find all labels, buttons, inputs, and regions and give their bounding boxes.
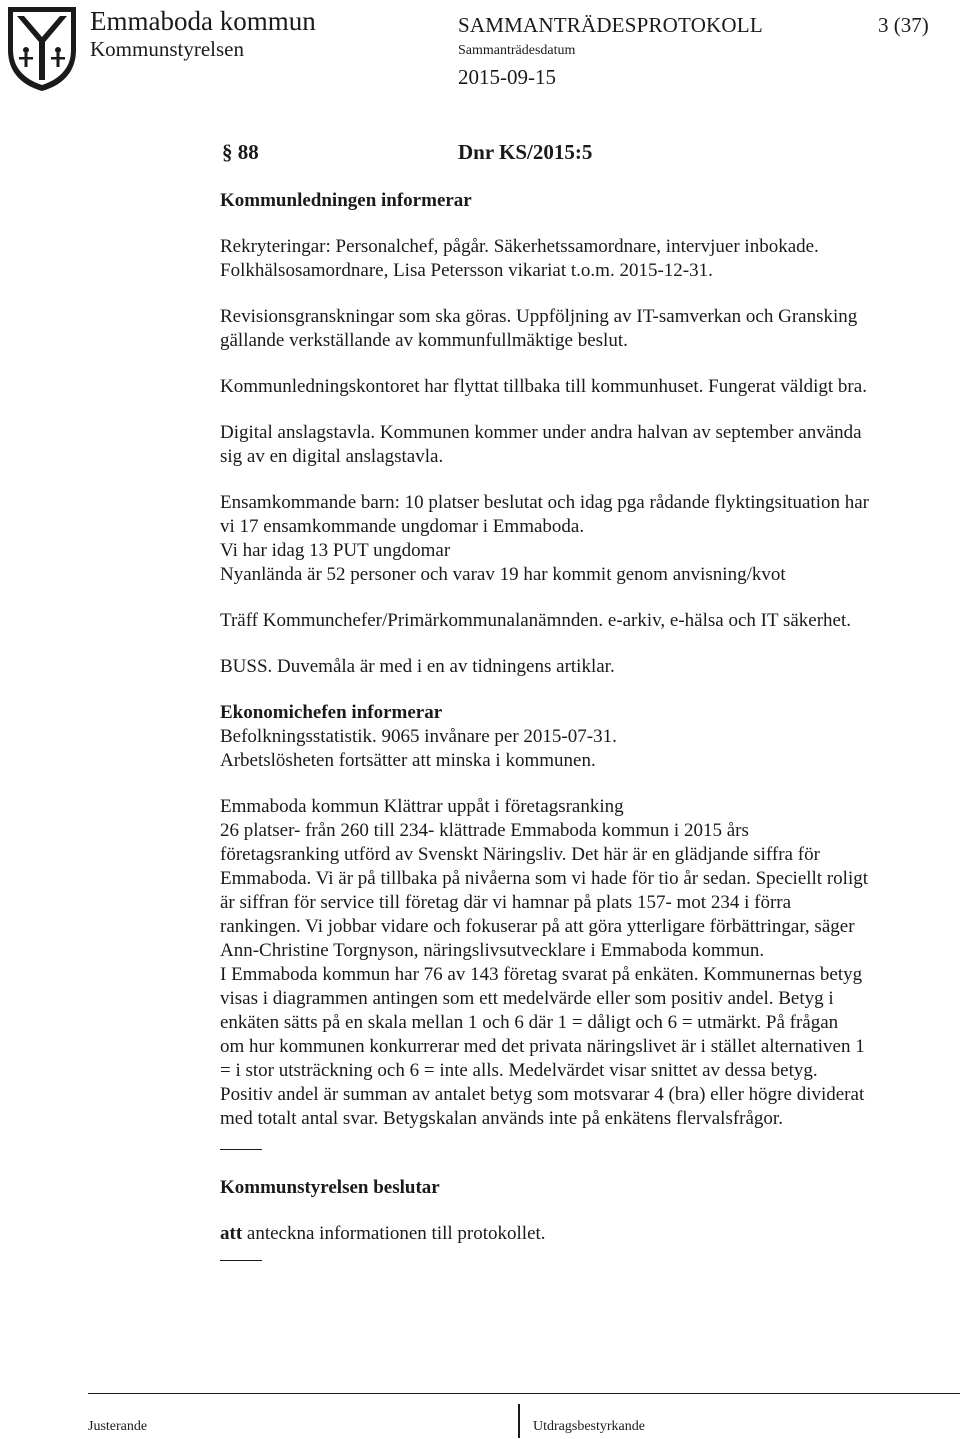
text-line: Ann-Christine Torgnyson, näringslivsutvecklare i Emmaboda kommun. (220, 940, 765, 961)
protocol-body (220, 189, 960, 1261)
meeting-date: 2015-09-15 (458, 65, 556, 89)
decision-text: anteckna informationen till protokollet. (242, 1223, 546, 1244)
text-line: enkäten sätts på en skala mellan 1 och 6 där 1 = dåligt och 6 = utmärkt. På frågan (220, 1012, 839, 1033)
decision-line (220, 1222, 960, 1246)
text-line: rankingen. Vi jobbar vidare och fokuserar på att göra ytterligare förbättringar, säger (220, 916, 855, 937)
heading-ekonomichefen: Ekonomichefen informerar (220, 702, 443, 723)
text-line: Befolkningsstatistik. 9065 invånare per 2015-07-31. (220, 726, 617, 747)
text-line: Rekryteringar: Personalchef, pågår. Säkerhetssamordnare, intervjuer inbokade. (220, 236, 819, 257)
heading-beslutar: Kommunstyrelsen beslutar (220, 1177, 440, 1198)
text-line: visas i diagrammen antingen som ett medelvärde eller som positiv andel. Betyg i (220, 988, 834, 1009)
department-name: Kommunstyrelsen (90, 37, 244, 61)
text-line: Ensamkommande barn: 10 platser beslutat och idag pga rådande flyktingsituation har (220, 492, 869, 513)
text-line: Arbetslösheten fortsätter att minska i kommunen. (220, 750, 596, 771)
footer-tick (518, 1404, 520, 1438)
text-line: Folkhälsosamordnare, Lisa Petersson vikariat t.o.m. 2015-12-31. (220, 260, 713, 281)
document-type: SAMMANTRÄDESPROTOKOLL (458, 13, 763, 37)
organization-name: Emmaboda kommun (90, 6, 316, 36)
text-line: om hur kommunen konkurrerar med det privata näringslivet är i stället alternativen 1 (220, 1036, 865, 1057)
text-line: Kommunledningskontoret har flyttat tillbaka till kommunhuset. Fungerat väldigt bra. (220, 376, 867, 397)
text-line: Nyanlända är 52 personer och varav 19 har kommit genom anvisning/kvot (220, 564, 786, 585)
page-number: 3 (37) (878, 13, 929, 37)
meeting-date-label: Sammanträdesdatum (458, 43, 576, 58)
paragraph-number: § 88 (222, 140, 259, 164)
separator-dash (220, 1260, 262, 1261)
footer-divider (88, 1393, 960, 1394)
text-line: Revisionsgranskningar som ska göras. Uppföljning av IT-samverkan och Gransking (220, 306, 858, 327)
text-line: Digital anslagstavla. Kommunen kommer under andra halvan av september använda (220, 422, 862, 443)
text-line: Vi har idag 13 PUT ungdomar (220, 540, 451, 561)
diary-number: Dnr KS/2015:5 (458, 140, 593, 164)
heading-kommunledningen: Kommunledningen informerar (220, 190, 472, 211)
footer-justerande-label: Justerande (88, 1419, 148, 1434)
text-line: är siffran för service till företag där vi hamnar på plats 157- mot 234 i förra (220, 892, 792, 913)
text-line: Positiv andel är summan av antalet betyg som motsvarar 4 (bra) eller högre dividerat (220, 1084, 865, 1105)
text-line: Träff Kommunchefer/Primärkommunalanämnden. e-arkiv, e-hälsa och IT säkerhet. (220, 610, 852, 631)
text-line: Emmaboda kommun Klättrar uppåt i företagsranking (220, 796, 624, 817)
text-line: BUSS. Duvemåla är med i en av tidningens artiklar. (220, 656, 615, 677)
text-line: sig av en digital anslagstavla. (220, 446, 444, 467)
text-line: vi 17 ensamkommande ungdomar i Emmaboda. (220, 516, 585, 537)
text-line: gällande verkställande av kommunfullmäktige beslut. (220, 330, 628, 351)
text-line: med totalt antal svar. Betygskalan används inte på enkätens flervalsfrågor. (220, 1108, 783, 1129)
decision-keyword: att (220, 1223, 243, 1244)
text-line: = i stor utsträckning och 6 = inte alls. Medelvärdet visar snittet av dessa betyg. (220, 1060, 818, 1081)
coat-of-arms-logo (4, 4, 80, 92)
text-line: I Emmaboda kommun har 76 av 143 företag svarat på enkäten. Kommunernas betyg (220, 964, 863, 985)
text-line: Emmaboda. Vi är på tillbaka på nivåerna som vi hade för tio år sedan. Speciellt roligt (220, 868, 869, 889)
text-line: företagsranking utförd av Svenskt Näringsliv. Det här är en glädjande siffra för (220, 844, 820, 865)
text-line: 26 platser- från 260 till 234- klättrade Emmaboda kommun i 2015 års (220, 820, 749, 841)
footer-utdragsbestyrkande-label: Utdragsbestyrkande (533, 1419, 645, 1434)
